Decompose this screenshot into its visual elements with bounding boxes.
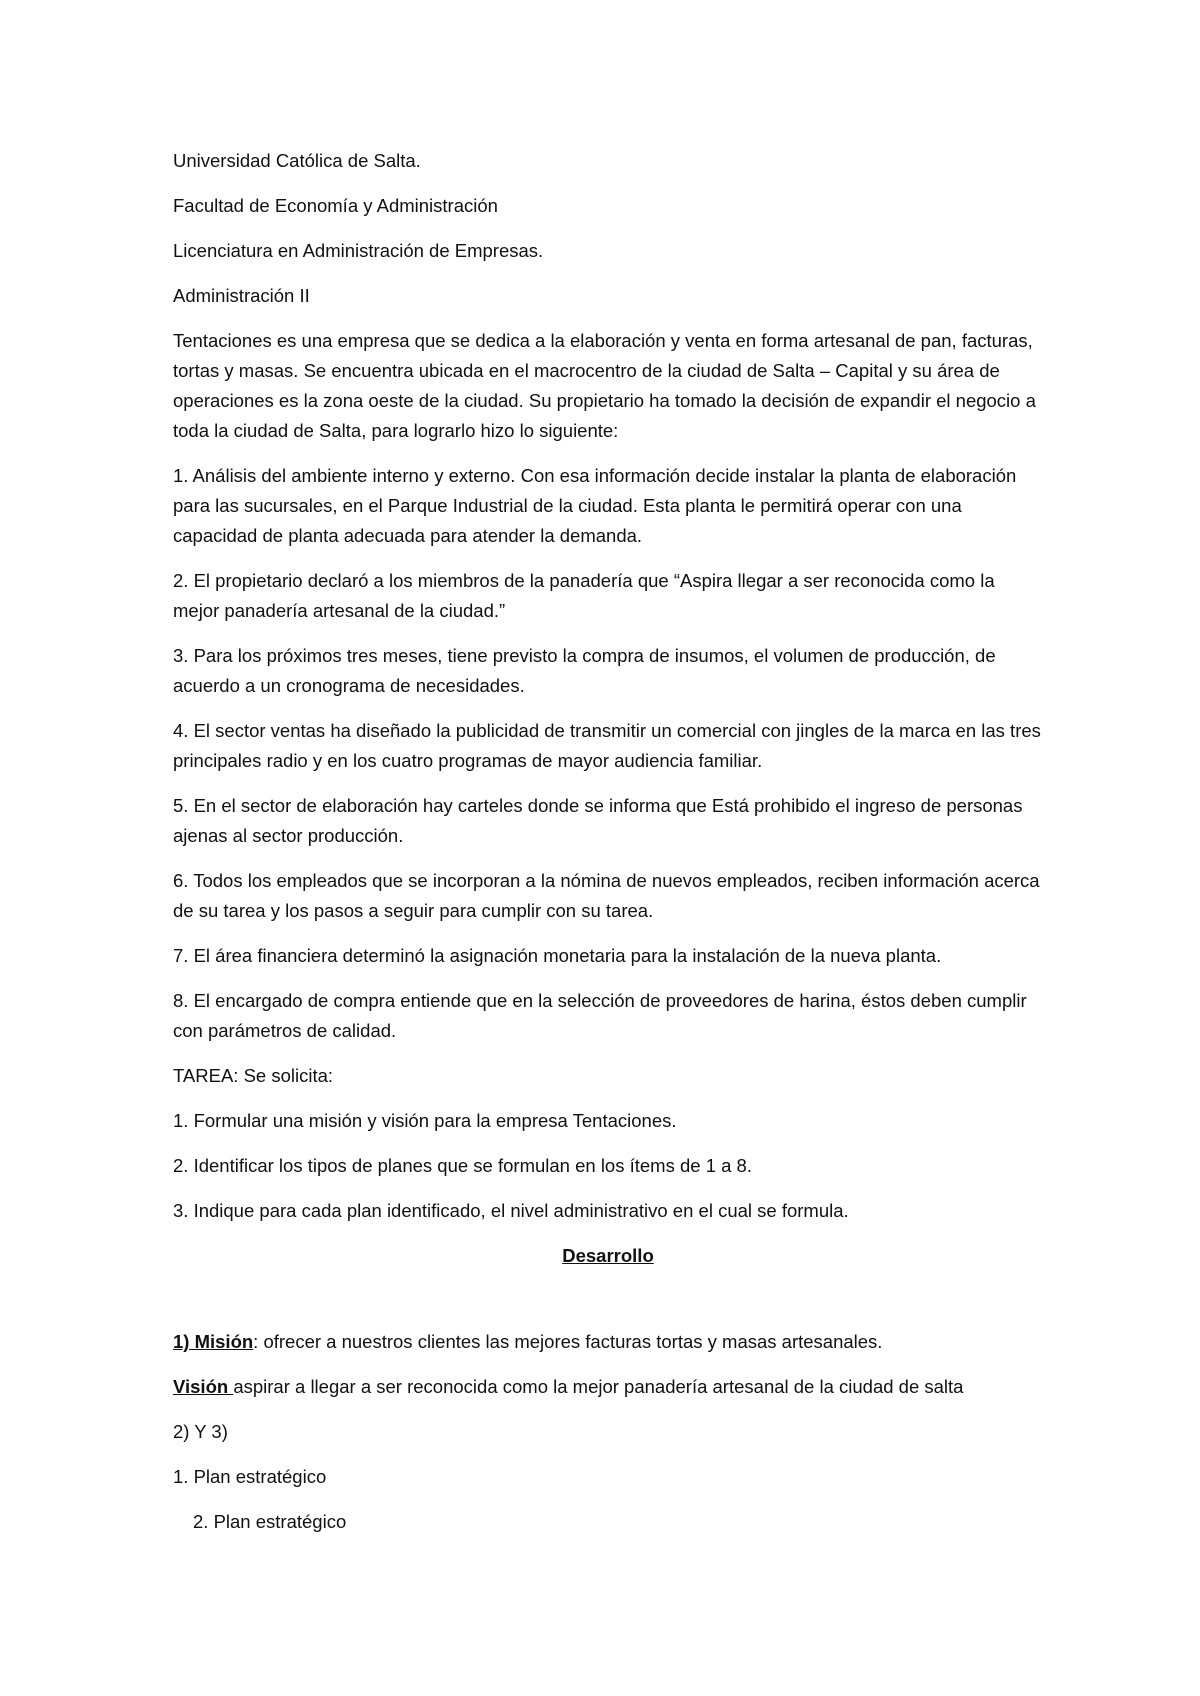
vision-line: [173, 1372, 1043, 1402]
task-item-2: 2. Identificar los tipos de planes que se formulan en los ítems de 1 a 8.: [173, 1155, 752, 1176]
faculty-line: Facultad de Economía y Administración: [173, 195, 498, 216]
case-item-1: 1. Análisis del ambiente interno y externo. Con esa información decide instalar la planta de elaboración para las sucursales, en el Parque Industrial de la ciudad. Esta planta le permitirá operar con una capacidad de planta adecuada para atender la demanda.: [173, 465, 1017, 546]
case-item-5: 5. En el sector de elaboración hay carteles donde se informa que Está prohibido el ingreso de personas ajenas al sector producción.: [173, 795, 1023, 846]
case-item-4: 4. El sector ventas ha diseñado la publicidad de transmitir un comercial con jingles de la marca en las tres principales radio y en los cuatro programas de mayor audiencia familiar.: [173, 720, 1041, 771]
university-line: Universidad Católica de Salta.: [173, 150, 421, 171]
case-item-3: 3. Para los próximos tres meses, tiene previsto la compra de insumos, el volumen de producción, de acuerdo a un cronograma de necesidades.: [173, 645, 996, 696]
development-heading: Desarrollo: [562, 1245, 654, 1266]
degree-line: Licenciatura en Administración de Empresas.: [173, 240, 544, 261]
mission-label: 1) Misión: [173, 1331, 254, 1352]
case-item-6: 6. Todos los empleados que se incorporan a la nómina de nuevos empleados, reciben información acerca de su tarea y los pasos a seguir para cumplir con su tarea.: [173, 870, 1040, 921]
task-title: TAREA: Se solicita:: [173, 1065, 334, 1086]
mission-text: : ofrecer a nuestros clientes las mejores facturas tortas y masas artesanales.: [253, 1331, 883, 1352]
section-2-3: 2) Y 3): [173, 1421, 228, 1442]
vision-label: Visión: [173, 1376, 234, 1397]
case-item-8: 8. El encargado de compra entiende que en la selección de proveedores de harina, éstos deben cumplir con parámetros de calidad.: [173, 990, 1027, 1041]
intro-paragraph: Tentaciones es una empresa que se dedica a la elaboración y venta en forma artesanal de pan, facturas, tortas y masas. Se encuentra ubicada en el macrocentro de la ciudad de Salta – Capital y su área de operaciones es la zona oeste de la ciudad. Su propietario ha tomado la decisión de expandir el negocio a toda la ciudad de Salta, para lograrlo hizo lo siguiente:: [173, 330, 1036, 441]
document-page: [173, 146, 1043, 1552]
course-line: Administración II: [173, 285, 310, 306]
vision-text: aspirar a llegar a ser reconocida como la mejor panadería artesanal de la ciudad de salta: [233, 1376, 964, 1397]
case-item-2: 2. El propietario declaró a los miembros de la panadería que “Aspira llegar a ser reconocida como la mejor panadería artesanal de la ciudad.”: [173, 570, 995, 621]
mission-line: [173, 1327, 1043, 1357]
case-item-7: 7. El área financiera determinó la asignación monetaria para la instalación de la nueva planta.: [173, 945, 942, 966]
task-item-1: 1. Formular una misión y visión para la empresa Tentaciones.: [173, 1110, 677, 1131]
plan-2: 2. Plan estratégico: [193, 1511, 347, 1532]
plan-1: 1. Plan estratégico: [173, 1466, 327, 1487]
task-item-3: 3. Indique para cada plan identificado, el nivel administrativo en el cual se formula.: [173, 1200, 849, 1221]
